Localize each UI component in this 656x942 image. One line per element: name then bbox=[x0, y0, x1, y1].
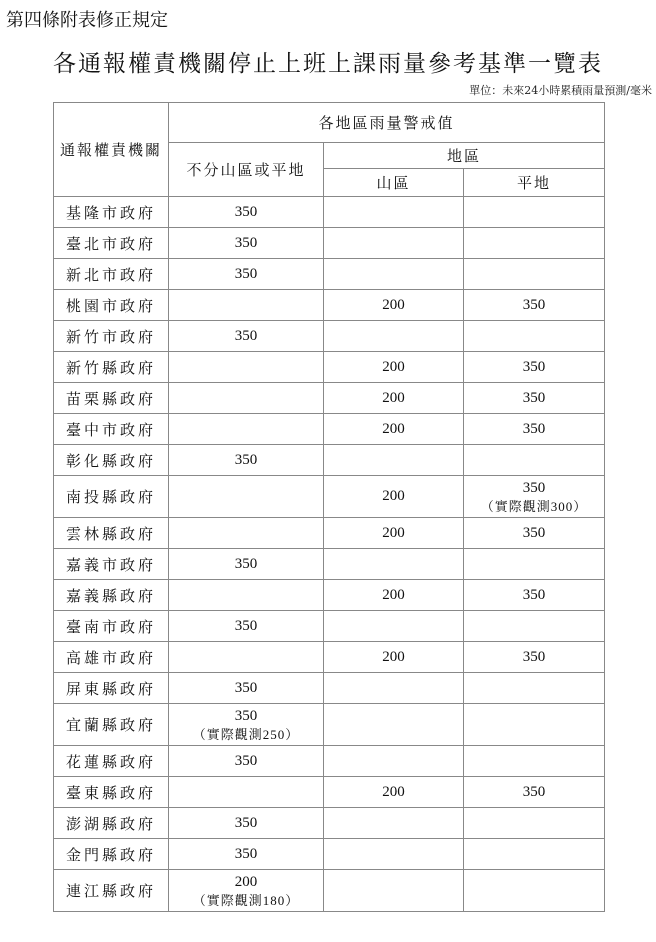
agency-cell: 彰化縣政府 bbox=[54, 445, 169, 476]
unit-note: 單位：未來24小時累積雨量預測/毫米 bbox=[469, 84, 652, 97]
general-threshold-cell bbox=[169, 445, 324, 476]
mountain-threshold-cell bbox=[324, 746, 464, 777]
table-row bbox=[54, 321, 605, 352]
mountain-threshold-cell-value: 200 bbox=[382, 389, 405, 406]
article-label: 第四條附表修正規定 bbox=[6, 10, 168, 31]
general-threshold-cell bbox=[169, 414, 324, 445]
plain-threshold-cell bbox=[464, 673, 605, 704]
column-header-agency: 通報權責機關 bbox=[54, 103, 169, 197]
general-threshold-cell-value: 350 bbox=[234, 814, 258, 831]
agency-cell: 新北市政府 bbox=[54, 259, 169, 290]
table-row bbox=[54, 746, 605, 777]
column-header-general: 不分山區或平地 bbox=[169, 143, 324, 197]
general-threshold-cell-value: 350 bbox=[234, 555, 258, 572]
mountain-threshold-cell bbox=[324, 673, 464, 704]
general-threshold-cell-value: 350 bbox=[234, 234, 258, 251]
plain-threshold-cell-value: 350 bbox=[522, 420, 546, 437]
plain-threshold-cell bbox=[464, 642, 605, 673]
mountain-threshold-cell bbox=[324, 445, 464, 476]
mountain-threshold-cell bbox=[324, 704, 464, 746]
table-row bbox=[54, 445, 605, 476]
general-threshold-cell bbox=[169, 476, 324, 518]
general-threshold-cell-value: 350 bbox=[234, 451, 258, 468]
general-threshold-cell bbox=[169, 290, 324, 321]
plain-threshold-cell bbox=[464, 259, 605, 290]
mountain-threshold-cell bbox=[324, 549, 464, 580]
general-threshold-cell-value: 200 bbox=[234, 873, 258, 890]
mountain-threshold-cell bbox=[324, 839, 464, 870]
general-threshold-cell bbox=[169, 197, 324, 228]
agency-cell: 嘉義縣政府 bbox=[54, 580, 169, 611]
agency-cell: 南投縣政府 bbox=[54, 476, 169, 518]
general-threshold-cell-value: 350 bbox=[234, 752, 258, 769]
table-row bbox=[54, 197, 605, 228]
plain-threshold-cell bbox=[464, 611, 605, 642]
table-row bbox=[54, 228, 605, 259]
general-threshold-cell bbox=[169, 518, 324, 549]
general-threshold-cell bbox=[169, 549, 324, 580]
plain-threshold-cell bbox=[464, 580, 605, 611]
general-threshold-cell-value: 350 bbox=[234, 265, 258, 282]
mountain-threshold-cell-value: 200 bbox=[382, 488, 405, 504]
mountain-threshold-cell bbox=[324, 642, 464, 673]
table-row bbox=[54, 580, 605, 611]
general-threshold-cell-observed-note: （實際觀測250） bbox=[192, 726, 300, 742]
agency-cell: 屏東縣政府 bbox=[54, 673, 169, 704]
mountain-threshold-cell bbox=[324, 777, 464, 808]
mountain-threshold-cell bbox=[324, 870, 464, 912]
mountain-threshold-cell bbox=[324, 611, 464, 642]
general-threshold-cell bbox=[169, 580, 324, 611]
plain-threshold-cell-value: 350 bbox=[522, 783, 546, 800]
general-threshold-cell-value: 350 bbox=[234, 617, 258, 634]
mountain-threshold-cell bbox=[324, 383, 464, 414]
plain-threshold-cell-value: 350 bbox=[522, 389, 546, 406]
general-threshold-cell-value: 350 bbox=[234, 845, 258, 862]
general-threshold-cell bbox=[169, 321, 324, 352]
mountain-threshold-cell-value: 200 bbox=[382, 420, 405, 437]
plain-threshold-cell bbox=[464, 704, 605, 746]
document-title: 各通報權責機關停止上班上課雨量參考基準一覽表 bbox=[53, 51, 603, 77]
plain-threshold-cell-value: 350 bbox=[522, 479, 546, 496]
general-threshold-cell bbox=[169, 746, 324, 777]
mountain-threshold-cell-value: 200 bbox=[382, 648, 405, 665]
general-threshold-cell-value: 350 bbox=[234, 679, 258, 696]
general-threshold-cell bbox=[169, 259, 324, 290]
general-threshold-cell bbox=[169, 704, 324, 746]
mountain-threshold-cell bbox=[324, 352, 464, 383]
plain-threshold-cell bbox=[464, 746, 605, 777]
plain-threshold-cell bbox=[464, 476, 605, 518]
plain-threshold-cell-value: 350 bbox=[522, 296, 546, 313]
agency-cell: 新竹市政府 bbox=[54, 321, 169, 352]
table-row bbox=[54, 870, 605, 912]
general-threshold-cell-observed-note: （實際觀測180） bbox=[192, 892, 300, 908]
general-threshold-cell-value: 350 bbox=[234, 203, 258, 220]
plain-threshold-cell bbox=[464, 445, 605, 476]
mountain-threshold-cell bbox=[324, 580, 464, 611]
table-row bbox=[54, 518, 605, 549]
table-row bbox=[54, 704, 605, 746]
plain-threshold-cell bbox=[464, 414, 605, 445]
plain-threshold-cell bbox=[464, 808, 605, 839]
mountain-threshold-cell bbox=[324, 414, 464, 445]
table-row bbox=[54, 808, 605, 839]
agency-cell: 桃園市政府 bbox=[54, 290, 169, 321]
mountain-threshold-cell bbox=[324, 197, 464, 228]
general-threshold-cell bbox=[169, 352, 324, 383]
mountain-threshold-cell-value: 200 bbox=[382, 783, 405, 800]
mountain-threshold-cell bbox=[324, 518, 464, 549]
agency-cell: 雲林縣政府 bbox=[54, 518, 169, 549]
agency-cell: 基隆市政府 bbox=[54, 197, 169, 228]
agency-cell: 宜蘭縣政府 bbox=[54, 704, 169, 746]
table-row bbox=[54, 352, 605, 383]
table-row bbox=[54, 673, 605, 704]
general-threshold-cell bbox=[169, 777, 324, 808]
plain-threshold-cell bbox=[464, 549, 605, 580]
plain-threshold-cell-value: 350 bbox=[522, 586, 546, 603]
table-row bbox=[54, 383, 605, 414]
agency-cell: 苗栗縣政府 bbox=[54, 383, 169, 414]
mountain-threshold-cell-value: 200 bbox=[382, 586, 405, 603]
table-body bbox=[54, 197, 605, 912]
general-threshold-cell bbox=[169, 673, 324, 704]
agency-cell: 花蓮縣政府 bbox=[54, 746, 169, 777]
mountain-threshold-cell bbox=[324, 228, 464, 259]
mountain-threshold-cell-value: 200 bbox=[382, 296, 405, 313]
mountain-threshold-cell bbox=[324, 476, 464, 518]
table-row bbox=[54, 290, 605, 321]
table-row bbox=[54, 414, 605, 445]
table-header bbox=[54, 103, 605, 197]
table-row bbox=[54, 259, 605, 290]
agency-cell: 嘉義市政府 bbox=[54, 549, 169, 580]
general-threshold-cell bbox=[169, 870, 324, 912]
plain-threshold-cell bbox=[464, 839, 605, 870]
plain-threshold-cell bbox=[464, 321, 605, 352]
mountain-threshold-cell bbox=[324, 321, 464, 352]
table-row bbox=[54, 549, 605, 580]
plain-threshold-cell bbox=[464, 290, 605, 321]
column-header-mountain: 山區 bbox=[324, 169, 464, 197]
general-threshold-cell bbox=[169, 642, 324, 673]
plain-threshold-cell bbox=[464, 197, 605, 228]
table-row bbox=[54, 777, 605, 808]
rainfall-threshold-table bbox=[53, 102, 605, 912]
agency-cell: 臺中市政府 bbox=[54, 414, 169, 445]
agency-cell: 澎湖縣政府 bbox=[54, 808, 169, 839]
plain-threshold-cell-value: 350 bbox=[522, 524, 546, 541]
general-threshold-cell-value: 350 bbox=[234, 327, 258, 344]
plain-threshold-cell bbox=[464, 870, 605, 912]
column-header-warning-values: 各地區雨量警戒值 bbox=[169, 103, 605, 143]
mountain-threshold-cell-value: 200 bbox=[382, 358, 405, 375]
table-row bbox=[54, 839, 605, 870]
agency-cell: 臺東縣政府 bbox=[54, 777, 169, 808]
mountain-threshold-cell bbox=[324, 290, 464, 321]
agency-cell: 臺北市政府 bbox=[54, 228, 169, 259]
plain-threshold-cell bbox=[464, 352, 605, 383]
column-header-region: 地區 bbox=[324, 143, 605, 169]
plain-threshold-cell bbox=[464, 518, 605, 549]
table-row bbox=[54, 642, 605, 673]
mountain-threshold-cell bbox=[324, 808, 464, 839]
general-threshold-cell bbox=[169, 611, 324, 642]
plain-threshold-cell bbox=[464, 228, 605, 259]
mountain-threshold-cell bbox=[324, 259, 464, 290]
general-threshold-cell bbox=[169, 808, 324, 839]
table-row bbox=[54, 476, 605, 518]
plain-threshold-cell-observed-note: （實際觀測300） bbox=[480, 498, 588, 514]
plain-threshold-cell bbox=[464, 383, 605, 414]
agency-cell: 金門縣政府 bbox=[54, 839, 169, 870]
table-row bbox=[54, 611, 605, 642]
agency-cell: 臺南市政府 bbox=[54, 611, 169, 642]
agency-cell: 高雄市政府 bbox=[54, 642, 169, 673]
general-threshold-cell-value: 350 bbox=[234, 707, 258, 724]
mountain-threshold-cell-value: 200 bbox=[382, 524, 405, 541]
agency-cell: 新竹縣政府 bbox=[54, 352, 169, 383]
column-header-plain: 平地 bbox=[464, 169, 605, 197]
agency-cell: 連江縣政府 bbox=[54, 870, 169, 912]
general-threshold-cell bbox=[169, 228, 324, 259]
plain-threshold-cell-value: 350 bbox=[522, 358, 546, 375]
general-threshold-cell bbox=[169, 383, 324, 414]
plain-threshold-cell-value: 350 bbox=[522, 648, 546, 665]
general-threshold-cell bbox=[169, 839, 324, 870]
plain-threshold-cell bbox=[464, 777, 605, 808]
